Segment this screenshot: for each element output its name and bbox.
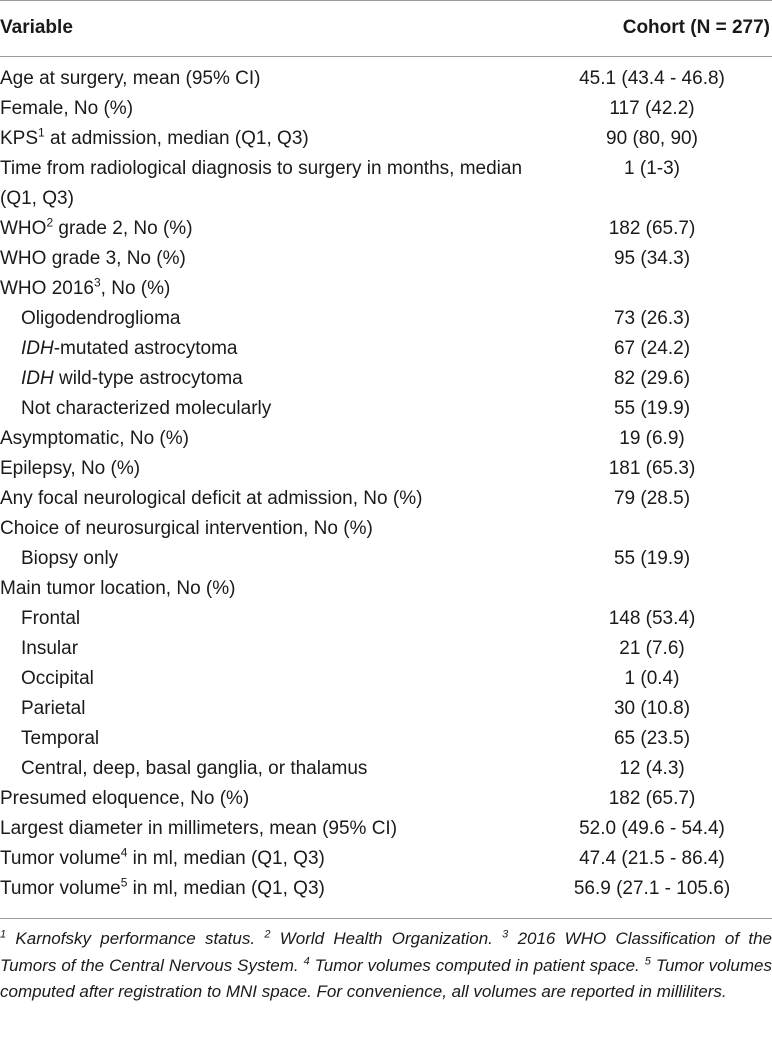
- table-row: [0, 874, 772, 904]
- row-value: 1 (0.4): [624, 668, 680, 689]
- row-label: Frontal: [21, 608, 81, 629]
- row-label: Tumor volume$^4$ in ml, median (Q1, Q3): [0, 845, 325, 869]
- row-label: Largest diameter in millimeters, mean (95% CI): [0, 818, 398, 839]
- table-row: [0, 454, 772, 484]
- table-row: [0, 154, 772, 214]
- row-label: Central, deep, basal ganglia, or thalamus: [21, 758, 368, 779]
- row-label: Biopsy only: [21, 548, 119, 569]
- footnote-mark: 4: [303, 954, 310, 967]
- row-label: WHO 2016$^3$, No (%): [0, 275, 171, 299]
- row-label: Female, No (%): [0, 98, 134, 119]
- row-value: 67 (24.2): [613, 338, 691, 359]
- footnote-text: 2016 WHO Classification of the Tumors of the Central Nervous System.: [0, 929, 772, 975]
- row-value: 95 (34.3): [613, 248, 691, 269]
- footnote-mark: 4: [120, 845, 128, 860]
- row-value: 148 (53.4): [608, 608, 696, 629]
- table-row: [0, 304, 772, 334]
- row-value: 182 (65.7): [608, 218, 696, 239]
- table-row: [0, 514, 772, 544]
- table-row: [0, 754, 772, 784]
- row-value: 79 (28.5): [613, 488, 691, 509]
- row-label: IDH wild-type astrocytoma: [21, 368, 243, 389]
- table-row: [0, 214, 772, 244]
- row-value: 90 (80, 90): [606, 128, 698, 149]
- row-value: 56.9 (27.1 - 105.6): [573, 878, 731, 899]
- row-label: Asymptomatic, No (%): [0, 428, 189, 449]
- row-value: 181 (65.3): [608, 458, 696, 479]
- table-row: [0, 424, 772, 454]
- bottom-rule: [0, 918, 772, 919]
- footnote-mark: 5: [120, 875, 128, 890]
- row-value: 19 (6.9): [619, 428, 685, 449]
- row-label: Parietal: [21, 698, 86, 719]
- row-label: Choice of neurosurgical intervention, No (%): [0, 518, 373, 539]
- footnote-mark: 5: [644, 954, 651, 967]
- row-label: Not characterized molecularly: [21, 398, 272, 419]
- table-row: [0, 574, 772, 604]
- row-label: IDH-mutated astrocytoma: [21, 338, 238, 359]
- row-value: 45.1 (43.4 - 46.8): [579, 68, 725, 89]
- table-row: [0, 544, 772, 574]
- table-header: [0, 0, 772, 56]
- table-footnotes: [0, 926, 772, 1006]
- row-value: 30 (10.8): [613, 698, 691, 719]
- footnote-mark: 1: [38, 125, 45, 140]
- row-label: Any focal neurological deficit at admission, No (%): [0, 488, 423, 509]
- row-value: 65 (23.5): [613, 728, 691, 749]
- header-rule: [0, 56, 772, 57]
- row-label: Occipital: [21, 668, 94, 689]
- table-row: [0, 634, 772, 664]
- footnote-mark: 3: [93, 275, 101, 290]
- table-row: [0, 724, 772, 754]
- row-label: WHO$^2$ grade 2, No (%): [0, 215, 193, 239]
- row-label: Main tumor location, No (%): [0, 578, 236, 599]
- row-value: 21 (7.6): [619, 638, 685, 659]
- row-label: Time from radiological diagnosis to surgery in months, median (Q1, Q3): [0, 158, 523, 209]
- row-label: KPS$^1$ at admission, median (Q1, Q3): [0, 125, 309, 149]
- table-row: [0, 334, 772, 364]
- table-row: [0, 664, 772, 694]
- row-label: Age at surgery, mean (95% CI): [0, 68, 261, 89]
- row-value: 55 (19.9): [613, 398, 691, 419]
- row-label: Presumed eloquence, No (%): [0, 788, 250, 809]
- row-label: Epilepsy, No (%): [0, 458, 141, 479]
- table-row: [0, 694, 772, 724]
- row-label: Oligodendroglioma: [21, 308, 181, 329]
- table-row: [0, 244, 772, 274]
- row-label: WHO grade 3, No (%): [0, 248, 186, 269]
- footnote-text: Tumor volumes computed in patient space.: [309, 955, 645, 975]
- table-row: [0, 394, 772, 424]
- table-row: [0, 814, 772, 844]
- row-value: 73 (26.3): [613, 308, 691, 329]
- table-row: [0, 844, 772, 874]
- table-row: [0, 274, 772, 304]
- table-row: [0, 94, 772, 124]
- table-row: [0, 64, 772, 94]
- row-value: 47.4 (21.5 - 86.4): [579, 848, 725, 869]
- table-row: [0, 364, 772, 394]
- row-value: 117 (42.2): [609, 98, 695, 119]
- table-row: [0, 484, 772, 514]
- row-label: Insular: [21, 638, 79, 659]
- row-label: Temporal: [21, 728, 100, 749]
- footnote-text: World Health Organization.: [270, 929, 503, 948]
- row-value: 182 (65.7): [608, 788, 696, 809]
- row-value: 82 (29.6): [613, 368, 691, 389]
- table-row: [0, 784, 772, 814]
- footnote-mark: 2: [46, 215, 54, 230]
- row-value: 1 (1-3): [624, 158, 680, 179]
- table-row: [0, 604, 772, 634]
- footnote-text: Karnofsky performance status.: [6, 929, 265, 948]
- row-value: 55 (19.9): [613, 548, 691, 569]
- footnote-mark: 2: [264, 928, 271, 941]
- row-value: 52.0 (49.6 - 54.4): [579, 818, 725, 839]
- row-label: Tumor volume$^5$ in ml, median (Q1, Q3): [0, 875, 325, 899]
- row-value: 12 (4.3): [619, 758, 685, 779]
- footnote-mark: 1: [0, 928, 7, 941]
- table-row: [0, 124, 772, 154]
- footnote-mark: 3: [502, 928, 509, 941]
- table-body: [0, 64, 772, 904]
- footnote-text: Tumor volumes computed after registration to MNI space. For convenience, all volumes are reported in milliliters.: [0, 955, 772, 1001]
- header-cohort: Cohort (N = 277): [622, 17, 770, 38]
- header-variable: Variable: [0, 17, 73, 38]
